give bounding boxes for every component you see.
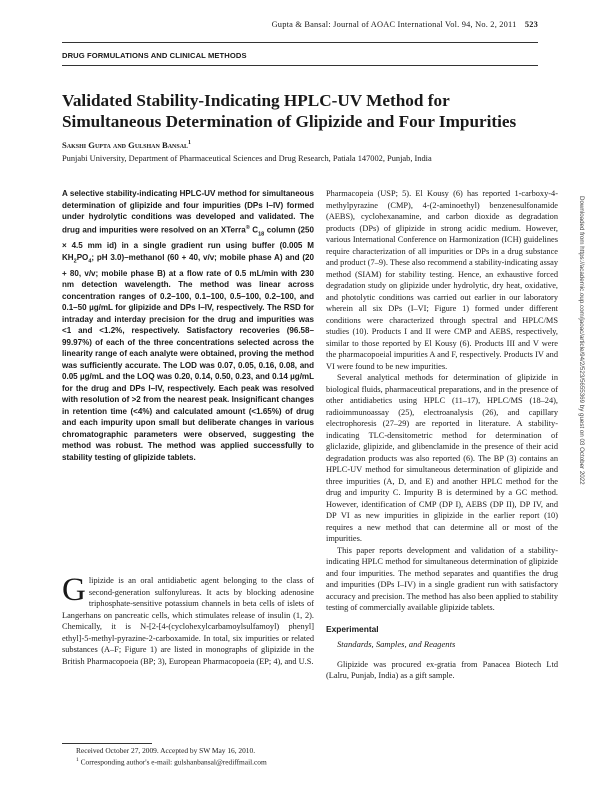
section-heading: Experimental (326, 623, 379, 634)
running-head-text: Gupta & Bansal: Journal of AOAC International Vol. 94, No. 2, 2011 (271, 20, 517, 29)
download-watermark-text: Downloaded from https://academic.oup.com/jaoac/article/94/2/523/5655369 by guest on 03 October 2022 (578, 196, 585, 485)
corresponding-note (76, 756, 267, 767)
affiliation: Punjabi University, Department of Pharmaceutical Sciences and Drug Research, Patiala 147002, Punjab, India (62, 154, 432, 163)
paragraph: Several analytical methods for determination of glipizide in biological fluids, pharmaceutical preparations, and in the presence of other antidiabetics using HPLC (11–17), HPLC/MS (18–24), radioimmunoassay (25), electroanalysis (26), and capillary electrophoresis (27–29) are reported in literature. A stability-indicating TLC-densitometric method for determination of gliclazide, glipizide, and glibenclamide in the presence of their acid degradation products was also reported (6). The BP (3) contains an HPLC-UV method for simultaneous determination of glipizide and three impurities (A, D, and E) and another HPLC method for the drug and impurity C. Impurity B is determined by a GC method. However, identification of CMP (DP I), AEBS (DP II), DP IV, and DP VI as new impurities in glipizide in the earlier report (10) requires a new method that can determine all or most of the impurities. (326, 373, 558, 543)
abstract-part: C (249, 225, 259, 235)
paragraph: This paper reports development and validation of a stability-indicating HPLC method for simultaneous determination of glipizide and four impurities. The method separates and quantifies the drug and impurities (DPs I–IV) in a single gradient run with satisfactory accuracy and precision. The method has also been applied to stability testing of commercially available glipizide tablets. (326, 545, 558, 612)
abstract-part: A selective stability-indicating HPLC-UV method for simultaneous determination of glipizide and four impurities (DPs I–IV) formed under hydrolytic conditions was developed and validated. The drug and impurities were resolved on an XTerra (62, 189, 314, 235)
received-note: Received October 27, 2009. Accepted by SW May 16, 2010. (76, 746, 256, 755)
download-watermark (572, 196, 586, 656)
section-label: DRUG FORMULATIONS AND CLINICAL METHODS (62, 51, 247, 60)
paragraph: Glipizide was procured ex-gratia from Panacea Biotech Ltd (Lalru, Punjab, India) as a gift sample. (326, 659, 558, 680)
author-names: Sakshi Gupta and Gulshan Bansal (62, 140, 189, 150)
authors (62, 140, 191, 150)
abstract-part: PO (76, 252, 89, 262)
article-title: Validated Stability-Indicating HPLC-UV Method for Simultaneous Determination of Glipizide and Four Impurities (62, 91, 517, 131)
introduction (62, 572, 314, 667)
intro-text: lipizide is an oral antidiabetic agent belonging to the class of second-generation sulfonylureas. It acts by blocking adenosine triphosphate-sensitive potassium channels in beta cells of islets of Langerhans on pancreatic cells, which stimulates release of insulin (1, 2). Chemically, it is N-[2-[4-(cyclohexylcarbamoylsulfamoyl) phenyl] ethyl]-5-methyl-pyrazine-2-carboxamide. In total, six impurities or related substances (A–F; Figure 1) are listed in monographs of glipizide in the British Pharmacopoeia (BP; 3), European Pharmacopoeia (EP; 4), and U.S. (62, 576, 314, 666)
subsection-heading: Standards, Samples, and Reagents (337, 639, 456, 649)
corresponding-email: Corresponding author's e-mail: gulshanbansal@rediffmail.com (78, 756, 267, 766)
abstract (62, 188, 314, 463)
right-column (326, 188, 558, 682)
footnote-mark: 1 (76, 756, 79, 763)
footnote-rule (62, 743, 152, 744)
subscript: 2 (73, 258, 77, 265)
subscript: 4 (88, 258, 92, 265)
section-rule (62, 65, 538, 66)
running-head (272, 20, 538, 29)
footnotes (76, 746, 267, 766)
header-rule (62, 42, 538, 43)
author-mark: 1 (188, 140, 192, 147)
abstract-part: ; pH 3.0)–methanol (60 + 40, v/v; mobile phase A) and (20 + 80, v/v; mobile phase B) at a flow rate of 0.5 mL/min with 230 nm detection wavelength. The method was linear across concentration ranges of 0.2–100, 0.1–100, 0.5–100, 0.2–100, and 0.1–50 µg/mL for glipizide and DPs I–IV, respectively. The RSD for intraday and interday precision for the drug and impurities was <1 and <1.2%, respectively. Satisfactory recoveries (96.58–99.97%) of each of the three concentrations selected across the linearity range of each analyte were obtained, proving the method was sufficiently accurate. The LOD was 0.07, 0.05, 0.16, 0.08, and 0.05 µg/mL and the LOQ was 0.20, 0.14, 0.50, 0.23, and 0.14 µg/mL for the drug and DPs I–IV, respectively. Each peak was resolved with resolution of >2 from the nearest peak. Insignificant changes in retention time (<4%) and calculated amount (<1.65%) of drug and each impurity upon small but deliberate changes in various chromatographic parameters were observed, suggesting the method was robust. The method was applied successfully to stability testing of glipizide tablets. (62, 252, 314, 462)
registered-mark: ® (245, 224, 250, 231)
drop-cap: G (62, 572, 86, 608)
page-number: 523 (524, 20, 538, 29)
abstract-part: column (250 × 4.5 mm id) in a single gradient run using buffer (0.005 M KH (62, 225, 314, 262)
paragraph: Pharmacopeia (USP; 5). El Kousy (6) has reported 1-carboxy-4-methylpyrazine (CMP), 4-(2-aminoethyl) benzenesulfonamide (AEBS), cyclohexanamine, and carbon dioxide as degradation products (DPs) of glipizide in strong acidic medium. However, various International Conference on Harmonization (ICH) guidelines require characterization of all impurities or DPs in a drug substance and product (7–9). These also recommend a stability-indicating assay method (SIAM) for stability testing. Hence, an exhaustive forced degradation study on glipizide under hydrolytic, dry heat, oxidative, and photolytic conditions was carried out earlier in our laboratory wherein all six DPs (I–VI; Figure 1) formed under different conditions were characterized through spectral and HPLC/MS studies (10). Products I and II were CMP and AEBS, respectively, similar to those reported by El Kousy (6). Products III and V were the pharmacopoeial impurities A and F, respectively. Products IV and VI were found to be new impurities. (326, 189, 558, 371)
subscript: 18 (258, 230, 265, 237)
